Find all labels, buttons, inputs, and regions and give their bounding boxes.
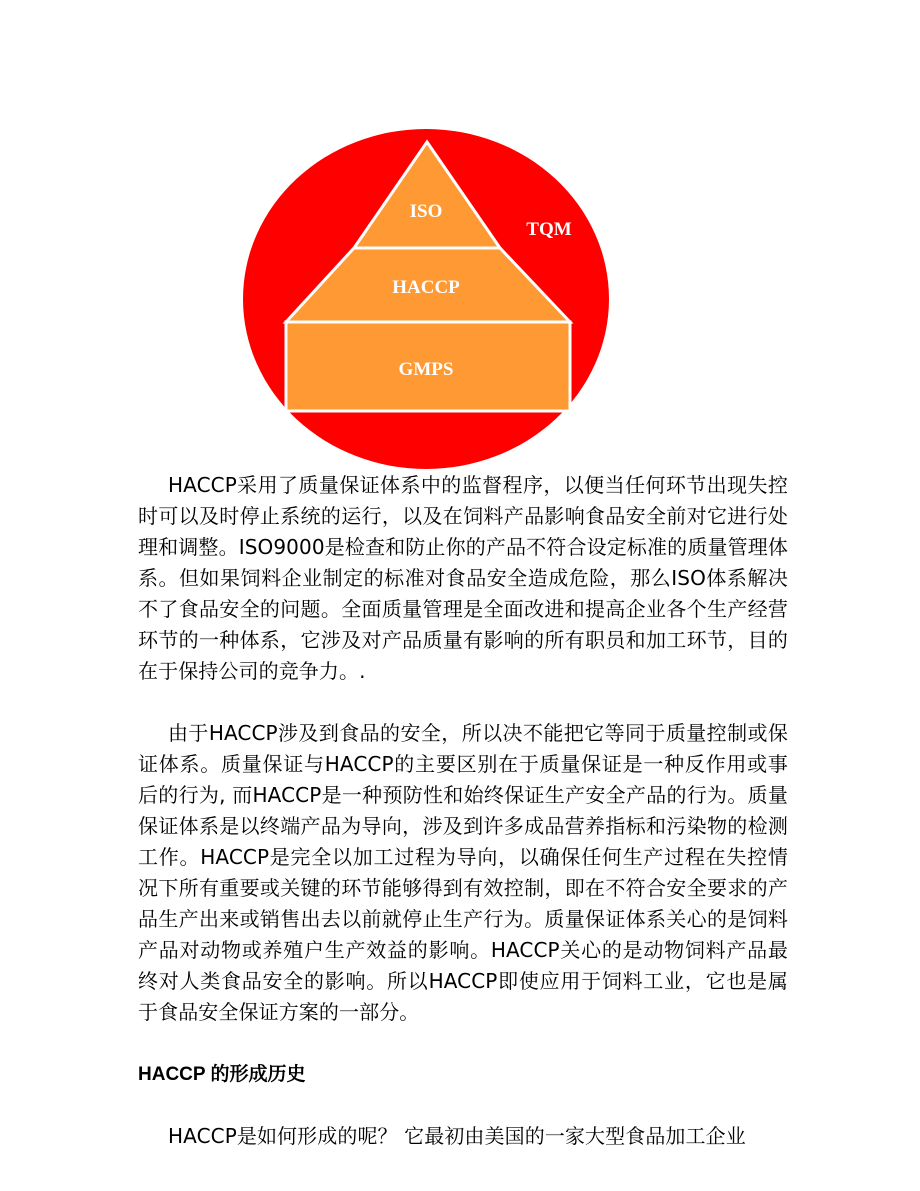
paragraph-haccp-vs-quality: 由于HACCP涉及到食品的安全，所以决不能把它等同于质量控制或保证体系。质量保证与HACCP的主要区别在于质量保证是一种反作用或事后的行为, 而HACCP是一种预防性和始终保证生产安全产品的行为。质量保证体系是以终端产品为导向，涉及到许多成品营养指标和污染物的检测工作。HACCP是完全以加工过程为导向，以确保任何生产过程在失控情况下所有重要或关键的环节能够得到有效控制，即在不符合安全要求的产品生产出来或销售出去以前就停止生产行为。质量保证体系关心的是饲料产品对动物或养殖户生产效益的影响。HACCP关心的是动物饲料产品最终对人类食品安全的影响。所以HACCP即使应用于饲料工业，它也是属于食品安全保证方案的一部分。 <box>138 721 788 1024</box>
section-heading: HACCP 的形成历史 <box>138 1064 306 1085</box>
paragraph-haccp-origin: HACCP是如何形成的呢？ 它最初由美国的一家大型食品加工企业 <box>168 1124 746 1148</box>
haccp-label: HACCP <box>392 277 460 298</box>
paragraph-haccp-vs-iso: HACCP采用了质量保证体系中的监督程序，以便当任何环节出现失控时可以及时停止系统的运行，以及在饲料产品影响食品安全前对它进行处理和调整。ISO9000是检查和防止你的产品不符合设定标准的质量管理体系。但如果饲料企业制定的标准对食品安全造成危险，那么ISO体系解决不了食品安全的问题。全面质量管理是全面改进和提高企业各个生产经营环节的一种体系，它涉及对产品质量有影响的所有职员和加工环节，目的在于保持公司的竞争力。. <box>138 473 788 683</box>
document-body <box>138 470 788 1152</box>
gmps-label: GMPS <box>398 359 454 380</box>
tqm-label: TQM <box>526 219 572 240</box>
iso-label: ISO <box>409 201 443 222</box>
quality-system-diagram <box>240 128 610 470</box>
